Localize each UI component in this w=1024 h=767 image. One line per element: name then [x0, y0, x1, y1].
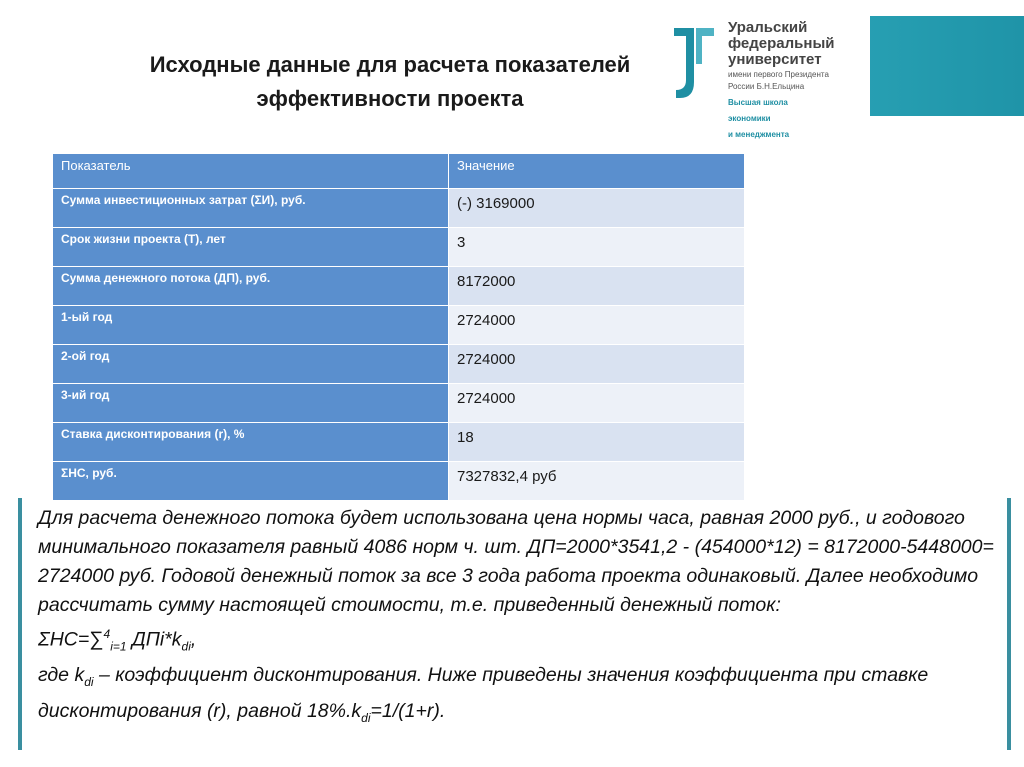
formula-end: , — [190, 628, 197, 651]
body-paragraph: Для расчета денежного потока будет использована цена нормы часа, равная 2000 руб., и годового минимального показателя равный 4086 норм ч. шт. ДП=2000*3541,2 - (454000*12) = 8172000-5448000= 2724000 руб. Годовой денежный поток за все 3 года работа проекта одинаковый. Далее необходимо рассчитать сумму настоящей стоимости, т.е. приведенный денежный поток: — [38, 507, 994, 616]
logo-text — [728, 20, 868, 140]
table-row — [53, 228, 745, 267]
formula-prefix: ΣНС= — [38, 628, 90, 651]
logo-school-line-1: Высшая школа — [728, 98, 788, 107]
formula-sum-sign: ∑ — [89, 628, 104, 651]
header-value: Значение — [449, 154, 745, 189]
logo-name-line-1: Уральский — [728, 19, 808, 36]
table-row — [53, 345, 745, 384]
row-label: Ставка дисконтирования (r), % — [53, 423, 449, 462]
line2-end: =1/(1+r). — [370, 700, 446, 723]
logo-subtitle-line-2: России Б.Н.Ельцина — [728, 82, 805, 91]
logo-school-line-2: экономики — [728, 114, 771, 123]
formula-sub: i=1 — [110, 639, 127, 654]
row-value: 8172000 — [449, 267, 745, 306]
table-row — [53, 189, 745, 228]
input-data-table — [52, 153, 745, 501]
row-value: 3 — [449, 228, 745, 267]
formula-k-sub: di — [181, 639, 191, 654]
table-row — [53, 423, 745, 462]
table-row — [53, 306, 745, 345]
header-indicator: Показатель — [53, 154, 449, 189]
logo-subtitle-line-1: имени первого Президента — [728, 70, 829, 79]
row-label: ΣНС, руб. — [53, 462, 449, 501]
row-label: 1-ый год — [53, 306, 449, 345]
logo-school-line-3: и менеджмента — [728, 130, 790, 139]
formula-line — [38, 620, 998, 661]
row-label: Срок жизни проекта (Т), лет — [53, 228, 449, 267]
formula-main: ДПi*k — [126, 628, 182, 651]
body-text — [38, 504, 998, 733]
row-value: 2724000 — [449, 306, 745, 345]
row-label: 2-ой год — [53, 345, 449, 384]
table-header-row — [53, 154, 745, 189]
row-label: 3-ий год — [53, 384, 449, 423]
table-row — [53, 267, 745, 306]
row-value: 2724000 — [449, 345, 745, 384]
table-row — [53, 384, 745, 423]
line2-sub2: di — [361, 711, 371, 726]
slide-title: Исходные данные для расчета показателей эффективности проекта — [149, 52, 631, 111]
row-value: 18 — [449, 423, 745, 462]
logo-name-line-3: университет — [728, 51, 822, 68]
row-value: 7327832,4 руб — [449, 462, 745, 501]
row-label: Сумма денежного потока (ДП), руб. — [53, 267, 449, 306]
formula-sup: 4 — [103, 627, 111, 641]
row-label: Сумма инвестиционных затрат (ΣИ), руб. — [53, 189, 449, 228]
row-value: (-) 3169000 — [449, 189, 745, 228]
logo-name-line-2: федеральный — [728, 35, 835, 52]
table-row — [53, 462, 745, 501]
coefficient-line — [38, 661, 998, 733]
line2-sub: di — [84, 675, 94, 690]
line2-text: – коэффициент дисконтирования. Ниже приведены значения коэффициента при ставке дисконтирования (r), равной 18%.k — [38, 664, 929, 723]
line2-prefix: где k — [38, 664, 85, 687]
row-value: 2724000 — [449, 384, 745, 423]
